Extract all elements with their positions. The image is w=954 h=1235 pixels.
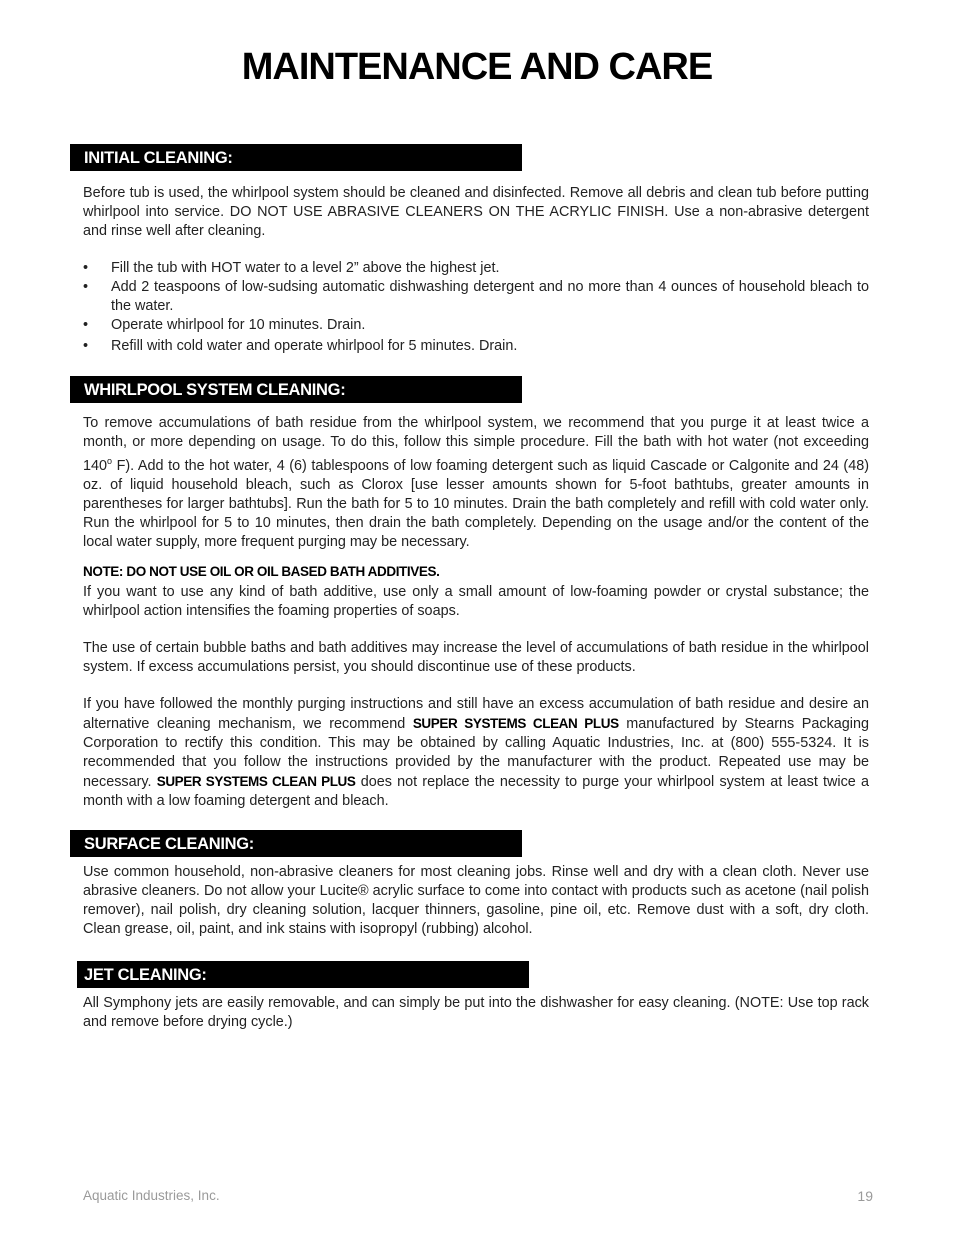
- bubble-bath-warning: The use of certain bubble baths and bath additives may increase the level of accumulations of bath residue in the whirlpool system. If excess accumulations persist, you should discontinue use of these products.: [83, 640, 869, 675]
- jet-cleaning-text: All Symphony jets are easily removable, and can simply be put into the dishwasher for easy cleaning. (NOTE: Use top rack and remove before drying cycle.): [83, 995, 869, 1030]
- list-item-text: Refill with cold water and operate whirlpool for 5 minutes. Drain.: [111, 338, 518, 354]
- initial-cleaning-intro: Before tub is used, the whirlpool system should be cleaned and disinfected. Remove all debris and clean tub before putting whirlpool into service. DO NOT USE ABRASIVE CLEANERS ON THE ACRYLIC FINISH. Use a non-abrasive detergent and rinse well after cleaning.: [83, 185, 869, 239]
- whirlpool-purge-procedure: [83, 414, 869, 552]
- clean-plus-recommendation: [83, 695, 869, 811]
- section-heading-jet-cleaning: JET CLEANING:: [77, 961, 529, 988]
- initial-cleaning-steps: [83, 259, 869, 356]
- bullet-icon: •: [83, 260, 89, 276]
- recommendation-text-part3: does not replace the necessity to purge your whirlpool system at least twice a month with a low foaming detergent and bleach.: [83, 774, 870, 809]
- recommendation-text-part2: manufactured by Stearns Packaging Corporation to rectify this condition. This may be obtained by calling Aquatic Industries, Inc. at (800) 555-5324. It is recommended that you follow the instructions provided by the manufacturer with the product. Repeated use may be necessary.: [83, 716, 869, 790]
- list-item: [83, 278, 869, 316]
- list-item-text: Operate whirlpool for 10 minutes. Drain.: [111, 317, 366, 333]
- list-item-text: Fill the tub with HOT water to a level 2” above the highest jet.: [111, 260, 500, 276]
- section-heading-whirlpool-system-cleaning: WHIRLPOOL SYSTEM CLEANING:: [70, 376, 522, 403]
- procedure-text-part1: To remove accumulations of bath residue from the whirlpool system, we recommend that you purge it at least twice a month, or more depending on usage. To do this, follow this simple procedure. Fill the bath with hot water (not exceeding 140: [83, 415, 869, 474]
- surface-cleaning-text: Use common household, non-abrasive cleaners for most cleaning jobs. Rinse well and dry with a clean cloth. Never use abrasive cleaners. Do not allow your Lucite® acrylic surface to come into contact with products such as acetone (nail polish remover), nail polish, dry cleaning solution, lacquer thinners, gasoline, pine oil, etc. Remove dust with a soft, dry cloth. Clean grease, oil, paint, and ink stains with isopropyl (rubbing) alcohol.: [83, 864, 869, 937]
- page-number: 19: [857, 1188, 873, 1204]
- product-name: SUPER SYSTEMS CLEAN PLUS: [156, 774, 356, 789]
- list-item: [83, 316, 869, 335]
- bullet-icon: •: [83, 338, 89, 354]
- list-item: [83, 337, 869, 356]
- degree-symbol: o: [107, 456, 113, 466]
- bath-additive-advice: If you want to use any kind of bath additive, use only a small amount of low-foaming powder or crystal substance; the whirlpool action intensifies the foaming properties of soaps.: [83, 584, 869, 619]
- oil-additive-warning: NOTE: DO NOT USE OIL OR OIL BASED BATH ADDITIVES.: [83, 564, 440, 579]
- product-name: SUPER SYSTEMS CLEAN PLUS: [412, 716, 619, 731]
- list-item: [83, 259, 869, 278]
- recommendation-text-part1: If you have followed the monthly purging instructions and still have an excess accumulation of bath residue and desire an alternative cleaning mechanism, we recommend: [83, 696, 869, 732]
- section-heading-initial-cleaning: INITIAL CLEANING:: [70, 144, 522, 171]
- page-title: MAINTENANCE AND CARE: [241, 46, 713, 88]
- bullet-icon: •: [83, 317, 89, 333]
- section-heading-surface-cleaning: SURFACE CLEANING:: [70, 830, 522, 857]
- procedure-text-part2: F). Add to the hot water, 4 (6) tablespoons of low foaming detergent such as liquid Cascade or Calgonite and 24 (48) oz. of liquid household bleach, such as Clorox [use lesser amounts shown for 5-foot bathtubs, greater amounts in parentheses for larger bathtubs]. Run the bath for 5 to 10 minutes. Drain the bath completely and refill with cold water only. Run the whirlpool for 5 to 10 minutes, then drain the bath completely. Depending on the usage and/or the content of the local water supply, more frequent purging may be necessary.: [83, 457, 869, 550]
- footer-company: Aquatic Industries, Inc.: [83, 1188, 220, 1203]
- list-item-text: Add 2 teaspoons of low-sudsing automatic dishwashing detergent and no more than 4 ounces of household bleach to the water.: [111, 279, 869, 314]
- bullet-icon: •: [83, 279, 89, 295]
